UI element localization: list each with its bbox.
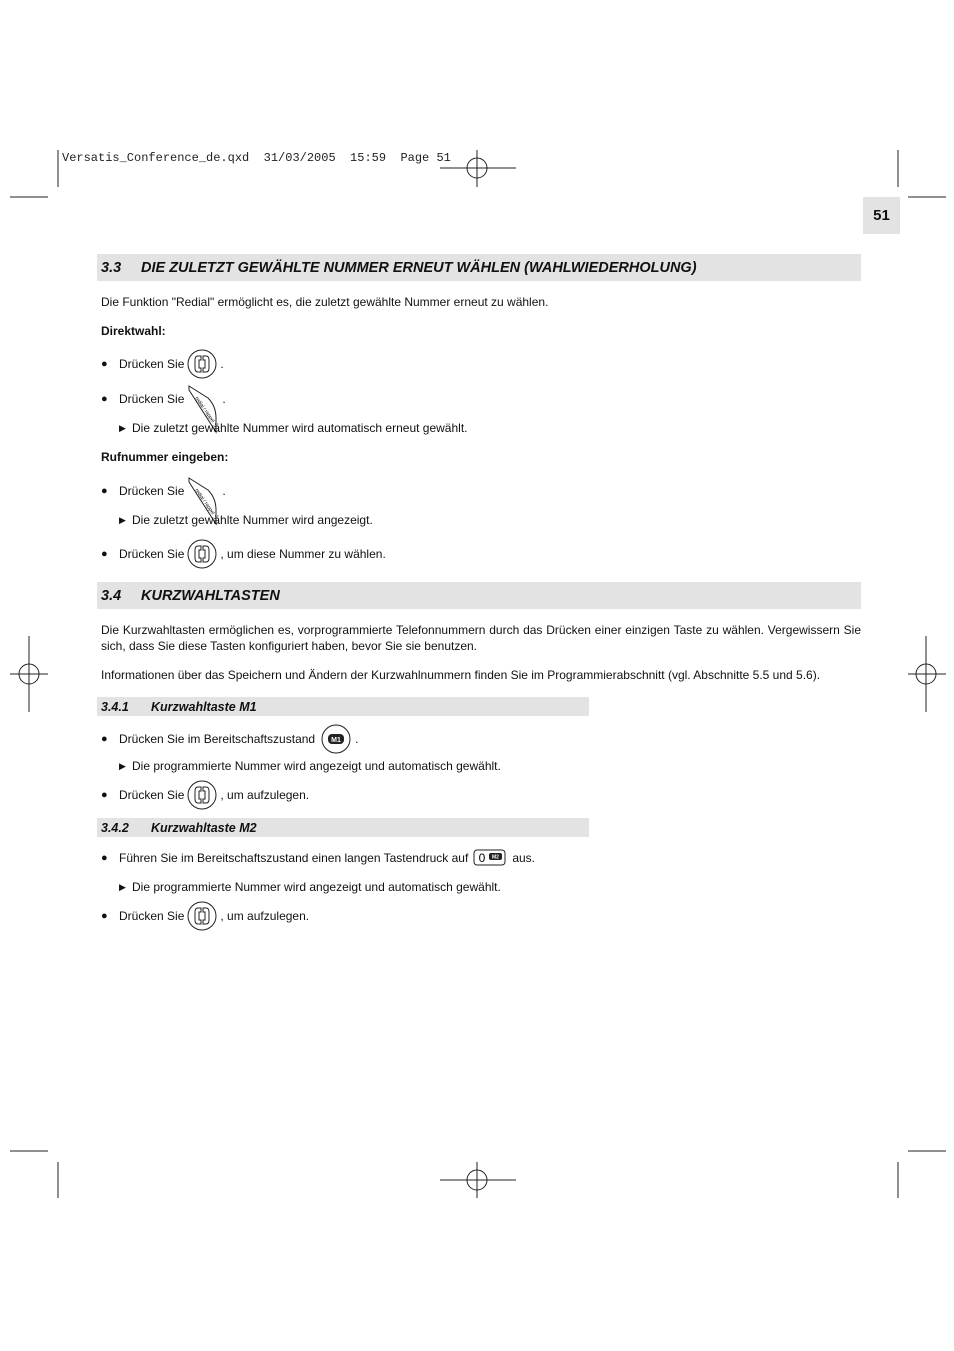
bullet-dot: ● (101, 910, 108, 922)
section-3-3-heading (97, 254, 861, 281)
svg-text:0: 0 (478, 851, 486, 865)
section-title: Kurzwahltaste M2 (151, 820, 257, 835)
page-number: 51 (863, 197, 900, 234)
handset-key-icon (186, 780, 218, 810)
step-press-redial-2: ● Drücken Sie redial / rappel . (101, 476, 226, 506)
print-slug: Versatis_Conference_de.qxd 31/03/2005 15:59 Page 51 (62, 151, 451, 165)
svg-text:M1: M1 (331, 737, 341, 744)
section-title: DIE ZULETZT GEWÄHLTE NUMMER ERNEUT WÄHLEN (WAHLWIEDERHOLUNG) (141, 259, 697, 276)
bullet-dot: ● (101, 852, 108, 864)
enter-number-label: Rufnummer eingeben: (101, 450, 229, 464)
bullet-dot: ● (101, 789, 108, 801)
section-number: 3.3 (101, 259, 122, 276)
speed-dial-info: Informationen über das Speichern und Ändern der Kurzwahlnummern finden Sie im Programmierabschnitt (vgl. Abschnitte 5.5 und 5.6). (101, 668, 821, 682)
bullet-dot: ● (101, 393, 108, 405)
handset-key-icon (186, 539, 218, 569)
result-enter: ▶ Die zuletzt gewählte Nummer wird angezeigt. (119, 513, 373, 527)
section-number: 3.4 (101, 587, 122, 604)
step-hangup-1: ● Drücken Sie , um aufzulegen. (101, 780, 309, 810)
speed-dial-intro: Die Kurzwahltasten ermöglichen es, vorprogrammierte Telefonnummern durch das Drücken einer einzigen Taste zu wählen. Vergewissern Sie sich, dass Sie diese Tasten konfiguriert haben, bevor Sie sie benutzen. (101, 623, 861, 653)
result-m2: ▶ Die programmierte Nummer wird angezeigt und automatisch gewählt. (119, 880, 501, 894)
bullet-dot: ● (101, 358, 108, 370)
step-long-press-0: ● Führen Sie im Bereitschaftszustand einen langen Tastendruck auf 0 M2 aus. (101, 851, 536, 865)
m1-key-icon (321, 724, 353, 754)
bullet-dot: ● (101, 485, 108, 497)
section-number: 3.4.2 (101, 820, 129, 835)
svg-text:M2: M2 (492, 854, 500, 861)
direct-dial-label: Direktwahl: (101, 324, 166, 338)
handset-key-icon (186, 901, 218, 931)
step-hangup-2: ● Drücken Sie , um aufzulegen. (101, 901, 309, 931)
result-triangle: ▶ (119, 514, 126, 525)
step-press-handset: ● Drücken Sie . (101, 349, 224, 379)
svg-text:redial / rappel: redial / rappel (193, 395, 217, 424)
result-direct: ▶ Die zuletzt gewählte Nummer wird automatisch erneut gewählt. (119, 421, 468, 435)
bullet-dot: ● (101, 548, 108, 560)
result-triangle: ▶ (119, 422, 126, 433)
section-3-4-2-heading (97, 818, 589, 837)
result-triangle: ▶ (119, 760, 126, 771)
step-press-m1: ● Drücken Sie im Bereitschaftszustand M1 . (101, 724, 358, 754)
section-title: KURZWAHLTASTEN (141, 587, 280, 604)
result-m1: ▶ Die programmierte Nummer wird angezeigt und automatisch gewählt. (119, 759, 501, 773)
section-3-4-1-heading (97, 697, 589, 716)
section-title: Kurzwahltaste M1 (151, 699, 257, 714)
handset-key-icon (186, 349, 218, 379)
step-dial-handset: ● Drücken Sie , um diese Nummer zu wählen. (101, 539, 386, 569)
svg-text:redial / rappel: redial / rappel (193, 487, 217, 516)
zero-m2-key-icon (473, 849, 507, 867)
section-number: 3.4.1 (101, 699, 129, 714)
result-triangle: ▶ (119, 881, 126, 892)
section-3-4-heading (97, 582, 861, 609)
bullet-dot: ● (101, 733, 108, 745)
step-press-redial: ● Drücken Sie redial / rappel . (101, 384, 226, 414)
redial-intro: Die Funktion "Redial" ermöglicht es, die zuletzt gewählte Nummer erneut zu wählen. (101, 295, 549, 309)
